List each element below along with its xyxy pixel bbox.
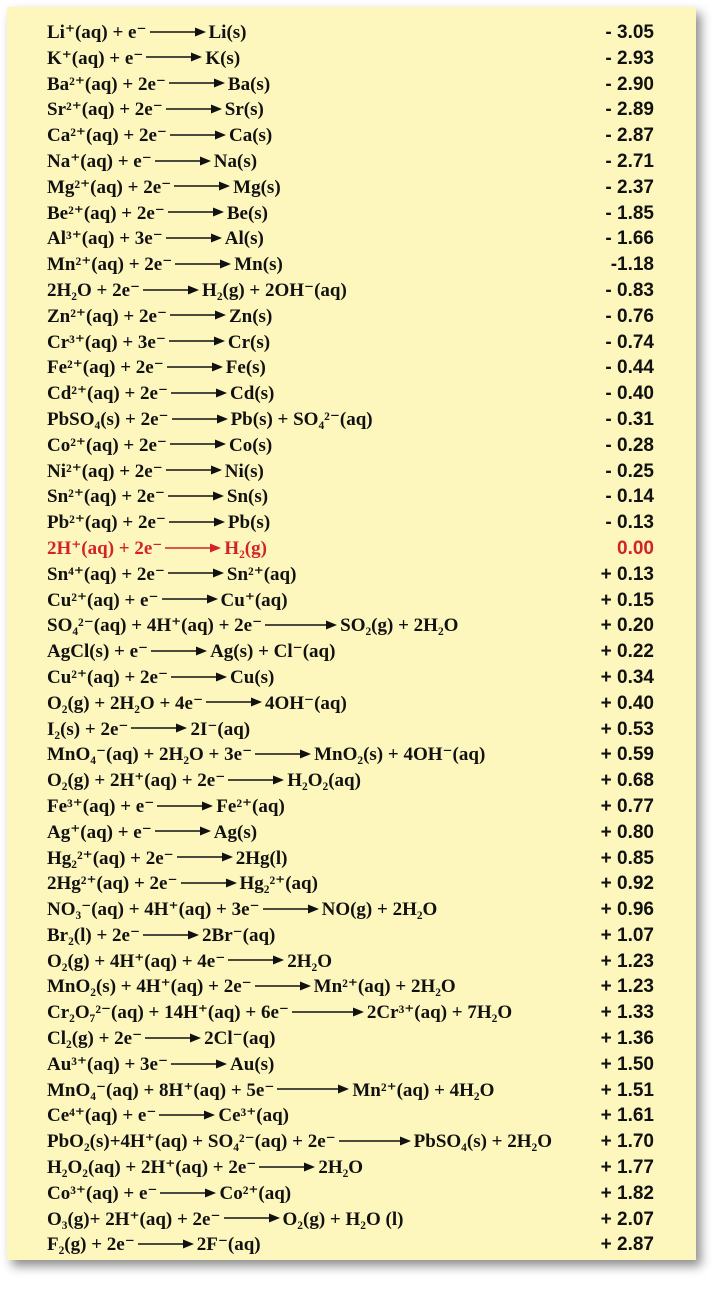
reaction-arrow-icon bbox=[292, 1007, 364, 1017]
table-row bbox=[7, 717, 696, 743]
standard-potential: + 0.15 bbox=[600, 589, 654, 611]
products: 4OH⁻(aq) bbox=[265, 692, 347, 714]
reaction-arrow-icon bbox=[224, 1213, 280, 1223]
table-row bbox=[7, 820, 696, 846]
table-row bbox=[7, 1181, 696, 1207]
standard-potential: - 0.13 bbox=[605, 512, 654, 534]
table-row bbox=[7, 1103, 696, 1129]
standard-potential: + 0.13 bbox=[600, 563, 654, 585]
reactants: 2H₂O + 2e⁻ bbox=[47, 279, 141, 301]
half-reaction bbox=[47, 1181, 291, 1207]
half-reaction bbox=[47, 1026, 275, 1052]
standard-potential: + 1.33 bbox=[600, 1002, 654, 1024]
products: Mn²⁺(aq) + 4H₂O bbox=[352, 1079, 495, 1101]
reactants: MnO₄⁻(aq) + 2H₂O + 3e⁻ bbox=[47, 744, 253, 766]
table-row bbox=[7, 123, 696, 149]
reaction-arrow-icon bbox=[228, 775, 284, 785]
products: Hg₂²⁺(aq) bbox=[239, 873, 318, 895]
reaction-arrow-icon bbox=[174, 181, 230, 191]
reactants: Fe³⁺(aq) + e⁻ bbox=[47, 795, 155, 817]
table-row bbox=[7, 459, 696, 485]
reaction-arrow-icon bbox=[151, 646, 207, 656]
reactants: Au³⁺(aq) + 3e⁻ bbox=[47, 1053, 169, 1075]
standard-potential: + 0.20 bbox=[600, 615, 654, 637]
half-reaction bbox=[47, 974, 456, 1000]
products: Fe²⁺(aq) bbox=[216, 795, 285, 817]
half-reaction bbox=[47, 588, 288, 614]
half-reaction bbox=[47, 639, 335, 665]
reaction-arrow-icon bbox=[167, 362, 223, 372]
reactants: Cu²⁺(aq) + 2e⁻ bbox=[47, 666, 169, 688]
reaction-arrow-icon bbox=[143, 285, 199, 295]
standard-potential: - 1.66 bbox=[605, 228, 654, 250]
half-reaction bbox=[47, 1155, 363, 1181]
products: Sn(s) bbox=[226, 486, 269, 508]
reaction-arrow-icon bbox=[146, 52, 202, 62]
table-row bbox=[7, 433, 696, 459]
reaction-arrow-icon bbox=[150, 27, 206, 37]
reaction-arrow-icon bbox=[138, 1239, 194, 1249]
reaction-arrow-icon bbox=[263, 904, 319, 914]
products: Li(s) bbox=[208, 22, 247, 43]
reaction-arrow-icon bbox=[168, 207, 224, 217]
table-row bbox=[7, 846, 696, 872]
reactants: Co³⁺(aq) + e⁻ bbox=[47, 1182, 158, 1204]
products: NO(g) + 2H₂O bbox=[321, 899, 438, 921]
table-row bbox=[7, 175, 696, 201]
reaction-arrow-icon bbox=[228, 955, 284, 965]
table-row bbox=[7, 149, 696, 175]
standard-potential: - 0.76 bbox=[605, 305, 654, 327]
products: Na(s) bbox=[213, 150, 258, 172]
half-reaction bbox=[47, 536, 267, 562]
table-row bbox=[7, 665, 696, 691]
reactants: I₂(s) + 2e⁻ bbox=[47, 718, 129, 740]
reactants: Ag⁺(aq) + e⁻ bbox=[47, 821, 152, 843]
reaction-arrow-icon bbox=[166, 465, 222, 475]
reactants: Sn²⁺(aq) + 2e⁻ bbox=[47, 486, 165, 508]
reactants: Cd²⁺(aq) + 2e⁻ bbox=[47, 383, 169, 405]
products: Ni(s) bbox=[224, 460, 264, 482]
products: Pb(s) + SO₄²⁻(aq) bbox=[230, 408, 373, 430]
standard-potential: + 0.77 bbox=[600, 795, 654, 817]
reaction-arrow-icon bbox=[170, 439, 226, 449]
standard-potential: - 3.05 bbox=[605, 22, 654, 43]
half-reaction bbox=[47, 72, 270, 98]
standard-potential: + 1.50 bbox=[600, 1053, 654, 1075]
standard-potential: - 2.87 bbox=[605, 125, 654, 147]
table-row bbox=[7, 691, 696, 717]
reactants: Cr₂O₇²⁻(aq) + 14H⁺(aq) + 6e⁻ bbox=[47, 1002, 289, 1024]
standard-potential: + 0.22 bbox=[600, 641, 654, 663]
reaction-arrow-icon bbox=[165, 543, 221, 553]
products: Cu(s) bbox=[230, 666, 275, 688]
standard-potential: + 1.82 bbox=[600, 1182, 654, 1204]
table-row bbox=[7, 742, 696, 768]
reactants: AgCl(s) + e⁻ bbox=[47, 641, 149, 663]
half-reaction bbox=[47, 665, 274, 691]
reaction-arrow-icon bbox=[175, 259, 231, 269]
reactants: 2Hg²⁺(aq) + 2e⁻ bbox=[47, 873, 178, 895]
products: Mn²⁺(aq) + 2H₂O bbox=[313, 976, 456, 998]
table-row bbox=[7, 1026, 696, 1052]
reactants: Be²⁺(aq) + 2e⁻ bbox=[47, 202, 165, 224]
table-row bbox=[7, 613, 696, 639]
products: SO₂(g) + 2H₂O bbox=[340, 615, 459, 637]
half-reaction bbox=[47, 691, 347, 717]
standard-potential: + 0.92 bbox=[600, 873, 654, 895]
reaction-arrow-icon bbox=[169, 336, 225, 346]
reaction-arrow-icon bbox=[181, 878, 237, 888]
reactants: Br₂(l) + 2e⁻ bbox=[47, 924, 141, 946]
reactants: 2H⁺(aq) + 2e⁻ bbox=[47, 537, 163, 559]
half-reaction bbox=[47, 149, 257, 175]
table-row bbox=[7, 1000, 696, 1026]
reactants: Ca²⁺(aq) + 2e⁻ bbox=[47, 125, 167, 147]
standard-potential: + 1.77 bbox=[600, 1157, 654, 1179]
table-row bbox=[7, 97, 696, 123]
reactants: O₃(g)+ 2H⁺(aq) + 2e⁻ bbox=[47, 1208, 221, 1230]
reaction-arrow-icon bbox=[145, 1033, 201, 1043]
table-row bbox=[7, 20, 696, 46]
products: 2Br⁻(aq) bbox=[202, 924, 276, 946]
table-row bbox=[7, 484, 696, 510]
standard-potential: - 2.89 bbox=[605, 99, 654, 121]
reaction-arrow-icon bbox=[143, 930, 199, 940]
half-reaction bbox=[47, 407, 373, 433]
reaction-arrow-icon bbox=[170, 310, 226, 320]
half-reaction bbox=[47, 1052, 274, 1078]
reaction-arrow-icon bbox=[277, 1084, 349, 1094]
standard-potential: + 1.36 bbox=[600, 1028, 654, 1050]
products: PbSO₄(s) + 2H₂O bbox=[413, 1131, 552, 1153]
reactants: MnO₂(s) + 4H⁺(aq) + 2e⁻ bbox=[47, 976, 252, 998]
reactants: Ce⁴⁺(aq) + e⁻ bbox=[47, 1105, 157, 1127]
reactants: Li⁺(aq) + e⁻ bbox=[47, 22, 147, 43]
table-row bbox=[7, 871, 696, 897]
table-row bbox=[7, 949, 696, 975]
standard-potential: - 0.31 bbox=[605, 408, 654, 430]
reaction-arrow-icon bbox=[171, 1059, 227, 1069]
reaction-arrow-icon bbox=[172, 414, 228, 424]
reactants: Cr³⁺(aq) + 3e⁻ bbox=[47, 331, 166, 353]
standard-potential: - 2.71 bbox=[605, 150, 654, 172]
table-row bbox=[7, 201, 696, 227]
table-row bbox=[7, 304, 696, 330]
table-row bbox=[7, 510, 696, 536]
products: Co(s) bbox=[228, 434, 273, 456]
reaction-arrow-icon bbox=[171, 672, 227, 682]
half-reaction bbox=[47, 1232, 261, 1258]
reactants: O₂(g) + 4H⁺(aq) + 4e⁻ bbox=[47, 950, 226, 972]
reactants: K⁺(aq) + e⁻ bbox=[47, 47, 144, 69]
table-row bbox=[7, 794, 696, 820]
products: MnO₂(s) + 4OH⁻(aq) bbox=[314, 744, 486, 766]
half-reaction bbox=[47, 794, 285, 820]
reaction-arrow-icon bbox=[170, 130, 226, 140]
half-reaction bbox=[47, 201, 268, 227]
standard-potential: 0.00 bbox=[617, 537, 654, 559]
products: 2Hg(l) bbox=[235, 847, 288, 869]
standard-potential: - 0.40 bbox=[605, 383, 654, 405]
standard-potential: + 0.40 bbox=[600, 692, 654, 714]
standard-potential: + 0.68 bbox=[600, 770, 654, 792]
half-reaction bbox=[47, 820, 257, 846]
products: Ce³⁺(aq) bbox=[218, 1105, 289, 1127]
reactants: Zn²⁺(aq) + 2e⁻ bbox=[47, 305, 167, 327]
reaction-arrow-icon bbox=[259, 1162, 315, 1172]
products: Al(s) bbox=[224, 228, 264, 250]
products: Au(s) bbox=[230, 1053, 275, 1075]
reactants: Mn²⁺(aq) + 2e⁻ bbox=[47, 254, 173, 276]
half-reaction bbox=[47, 175, 281, 201]
reaction-arrow-icon bbox=[169, 517, 225, 527]
table-row bbox=[7, 588, 696, 614]
reactants: MnO₄⁻(aq) + 8H⁺(aq) + 5e⁻ bbox=[47, 1079, 275, 1101]
standard-potential: + 2.07 bbox=[600, 1208, 654, 1230]
standard-potential: + 2.87 bbox=[600, 1234, 654, 1256]
half-reaction bbox=[47, 355, 266, 381]
table-row bbox=[7, 897, 696, 923]
table-row bbox=[7, 923, 696, 949]
reactants: PbO₂(s)+4H⁺(aq) + SO₄²⁻(aq) + 2e⁻ bbox=[47, 1131, 336, 1153]
half-reaction bbox=[47, 381, 274, 407]
table-row bbox=[7, 1129, 696, 1155]
reaction-arrow-icon bbox=[255, 981, 311, 991]
standard-potential: - 0.74 bbox=[605, 331, 654, 353]
table-row bbox=[7, 562, 696, 588]
standard-potential: -1.18 bbox=[610, 254, 654, 276]
reaction-arrow-icon bbox=[206, 697, 262, 707]
standard-potential: + 1.61 bbox=[600, 1105, 654, 1127]
products: 2I⁻(aq) bbox=[190, 718, 251, 740]
products: 2Cl⁻(aq) bbox=[204, 1028, 276, 1050]
half-reaction bbox=[47, 897, 437, 923]
reactants: Na⁺(aq) + e⁻ bbox=[47, 150, 152, 172]
products: Cu⁺(aq) bbox=[220, 589, 288, 611]
half-reaction bbox=[47, 46, 240, 72]
standard-potential: + 1.23 bbox=[600, 976, 654, 998]
reactants: O₂(g) + 2H⁺(aq) + 2e⁻ bbox=[47, 770, 226, 792]
half-reaction bbox=[47, 252, 283, 278]
half-reaction bbox=[47, 433, 272, 459]
standard-potential: + 1.07 bbox=[600, 924, 654, 946]
reaction-arrow-icon bbox=[255, 749, 311, 759]
reaction-arrow-icon bbox=[265, 620, 337, 630]
half-reaction bbox=[47, 459, 264, 485]
table-row bbox=[7, 330, 696, 356]
half-reaction bbox=[47, 278, 347, 304]
products: Ca(s) bbox=[228, 125, 273, 147]
half-reaction bbox=[47, 949, 332, 975]
reactants: Co²⁺(aq) + 2e⁻ bbox=[47, 434, 167, 456]
standard-potential: - 0.14 bbox=[605, 486, 654, 508]
reaction-arrow-icon bbox=[162, 594, 218, 604]
table-row bbox=[7, 1052, 696, 1078]
reaction-arrow-icon bbox=[166, 233, 222, 243]
products: Mn(s) bbox=[234, 254, 283, 276]
products: Cr(s) bbox=[227, 331, 271, 353]
half-reaction bbox=[47, 510, 270, 536]
standard-potential: - 2.90 bbox=[605, 73, 654, 95]
products: O₂(g) + H₂O (l) bbox=[282, 1208, 404, 1230]
reaction-arrow-icon bbox=[177, 852, 233, 862]
reaction-arrow-icon bbox=[166, 104, 222, 114]
reaction-arrow-icon bbox=[157, 801, 213, 811]
reactants: Sr²⁺(aq) + 2e⁻ bbox=[47, 99, 163, 121]
table-body bbox=[7, 20, 696, 1258]
reactants: Ni²⁺(aq) + 2e⁻ bbox=[47, 460, 163, 482]
standard-potential: + 0.34 bbox=[600, 666, 654, 688]
table-row bbox=[7, 252, 696, 278]
products: Sr(s) bbox=[224, 99, 264, 121]
products: Sn²⁺(aq) bbox=[226, 563, 297, 585]
products: Co²⁺(aq) bbox=[219, 1182, 292, 1204]
standard-potential: + 0.80 bbox=[600, 821, 654, 843]
reactants: SO₄²⁻(aq) + 4H⁺(aq) + 2e⁻ bbox=[47, 615, 263, 637]
half-reaction bbox=[47, 20, 247, 46]
half-reaction bbox=[47, 1207, 403, 1233]
standard-potential: + 1.70 bbox=[600, 1131, 654, 1153]
table-row bbox=[7, 355, 696, 381]
reactants: Hg₂²⁺(aq) + 2e⁻ bbox=[47, 847, 174, 869]
standard-potential: + 1.51 bbox=[600, 1079, 654, 1101]
table-row bbox=[7, 1078, 696, 1104]
half-reaction bbox=[47, 613, 458, 639]
standard-potential: - 1.85 bbox=[605, 202, 654, 224]
products: Be(s) bbox=[226, 202, 268, 224]
half-reaction bbox=[47, 768, 361, 794]
products: Zn(s) bbox=[228, 305, 273, 327]
reactants: Cl₂(g) + 2e⁻ bbox=[47, 1028, 143, 1050]
reactants: PbSO₄(s) + 2e⁻ bbox=[47, 408, 169, 430]
half-reaction bbox=[47, 1103, 289, 1129]
half-reaction bbox=[47, 562, 296, 588]
standard-potential: - 0.25 bbox=[605, 460, 654, 482]
reactants: Pb²⁺(aq) + 2e⁻ bbox=[47, 512, 166, 534]
table-row bbox=[7, 1232, 696, 1258]
reaction-arrow-icon bbox=[155, 826, 211, 836]
standard-potential: - 2.93 bbox=[605, 47, 654, 69]
half-reaction bbox=[47, 923, 275, 949]
table-row bbox=[7, 974, 696, 1000]
half-reaction bbox=[47, 1000, 512, 1026]
reaction-arrow-icon bbox=[169, 78, 225, 88]
reactants: Ba²⁺(aq) + 2e⁻ bbox=[47, 73, 166, 95]
reduction-potentials-table bbox=[7, 7, 696, 1260]
half-reaction bbox=[47, 123, 272, 149]
reaction-arrow-icon bbox=[160, 1188, 216, 1198]
standard-potential: + 0.85 bbox=[600, 847, 654, 869]
table-row bbox=[7, 1207, 696, 1233]
reactants: O₂(g) + 2H₂O + 4e⁻ bbox=[47, 692, 203, 714]
table-row bbox=[7, 381, 696, 407]
half-reaction bbox=[47, 484, 268, 510]
reactants: F₂(g) + 2e⁻ bbox=[47, 1234, 135, 1256]
table-row bbox=[7, 1155, 696, 1181]
half-reaction bbox=[47, 304, 272, 330]
reaction-arrow-icon bbox=[339, 1136, 411, 1146]
products: Ag(s) bbox=[213, 821, 258, 843]
standard-potential: + 0.96 bbox=[600, 899, 654, 921]
standard-potential: + 0.53 bbox=[600, 718, 654, 740]
reactants: H₂O₂(aq) + 2H⁺(aq) + 2e⁻ bbox=[47, 1157, 257, 1179]
products: 2F⁻(aq) bbox=[196, 1234, 261, 1256]
reactants: Sn⁴⁺(aq) + 2e⁻ bbox=[47, 563, 165, 585]
table-row bbox=[7, 46, 696, 72]
half-reaction bbox=[47, 846, 287, 872]
reactants: Al³⁺(aq) + 3e⁻ bbox=[47, 228, 163, 250]
half-reaction bbox=[47, 717, 250, 743]
half-reaction bbox=[47, 330, 270, 356]
half-reaction bbox=[47, 1078, 494, 1104]
table-row bbox=[7, 226, 696, 252]
products: 2Cr³⁺(aq) + 7H₂O bbox=[366, 1002, 513, 1024]
half-reaction bbox=[47, 1129, 552, 1155]
reaction-arrow-icon bbox=[131, 723, 187, 733]
reaction-arrow-icon bbox=[155, 156, 211, 166]
half-reaction bbox=[47, 871, 318, 897]
products: H₂(g) bbox=[224, 537, 267, 559]
table-row bbox=[7, 72, 696, 98]
standard-potential: + 0.59 bbox=[600, 744, 654, 766]
products: 2H₂O bbox=[287, 950, 333, 972]
reaction-arrow-icon bbox=[159, 1110, 215, 1120]
half-reaction bbox=[47, 742, 485, 768]
products: Fe(s) bbox=[225, 357, 266, 379]
standard-potential: + 1.23 bbox=[600, 950, 654, 972]
table-row bbox=[7, 639, 696, 665]
products: H₂O₂(aq) bbox=[287, 770, 361, 792]
reactants: Fe²⁺(aq) + 2e⁻ bbox=[47, 357, 164, 379]
reactants: Cu²⁺(aq) + e⁻ bbox=[47, 589, 159, 611]
half-reaction bbox=[47, 97, 264, 123]
table-row bbox=[7, 278, 696, 304]
standard-potential: - 0.83 bbox=[605, 279, 654, 301]
table-row bbox=[7, 536, 696, 562]
standard-potential: - 2.37 bbox=[605, 176, 654, 198]
products: Ag(s) + Cl⁻(aq) bbox=[210, 641, 336, 663]
reaction-arrow-icon bbox=[171, 388, 227, 398]
half-reaction bbox=[47, 226, 264, 252]
products: K(s) bbox=[205, 47, 241, 69]
reaction-arrow-icon bbox=[168, 491, 224, 501]
products: Pb(s) bbox=[227, 512, 271, 534]
standard-potential: - 0.28 bbox=[605, 434, 654, 456]
table-row bbox=[7, 768, 696, 794]
standard-potential: - 0.44 bbox=[605, 357, 654, 379]
products: Ba(s) bbox=[227, 73, 271, 95]
reactants: Mg²⁺(aq) + 2e⁻ bbox=[47, 176, 172, 198]
reaction-arrow-icon bbox=[168, 568, 224, 578]
products: Mg(s) bbox=[233, 176, 281, 198]
reactants: NO₃⁻(aq) + 4H⁺(aq) + 3e⁻ bbox=[47, 899, 260, 921]
products: Cd(s) bbox=[230, 383, 275, 405]
table-row bbox=[7, 407, 696, 433]
products: 2H₂O bbox=[318, 1157, 364, 1179]
products: H₂(g) + 2OH⁻(aq) bbox=[202, 279, 347, 301]
